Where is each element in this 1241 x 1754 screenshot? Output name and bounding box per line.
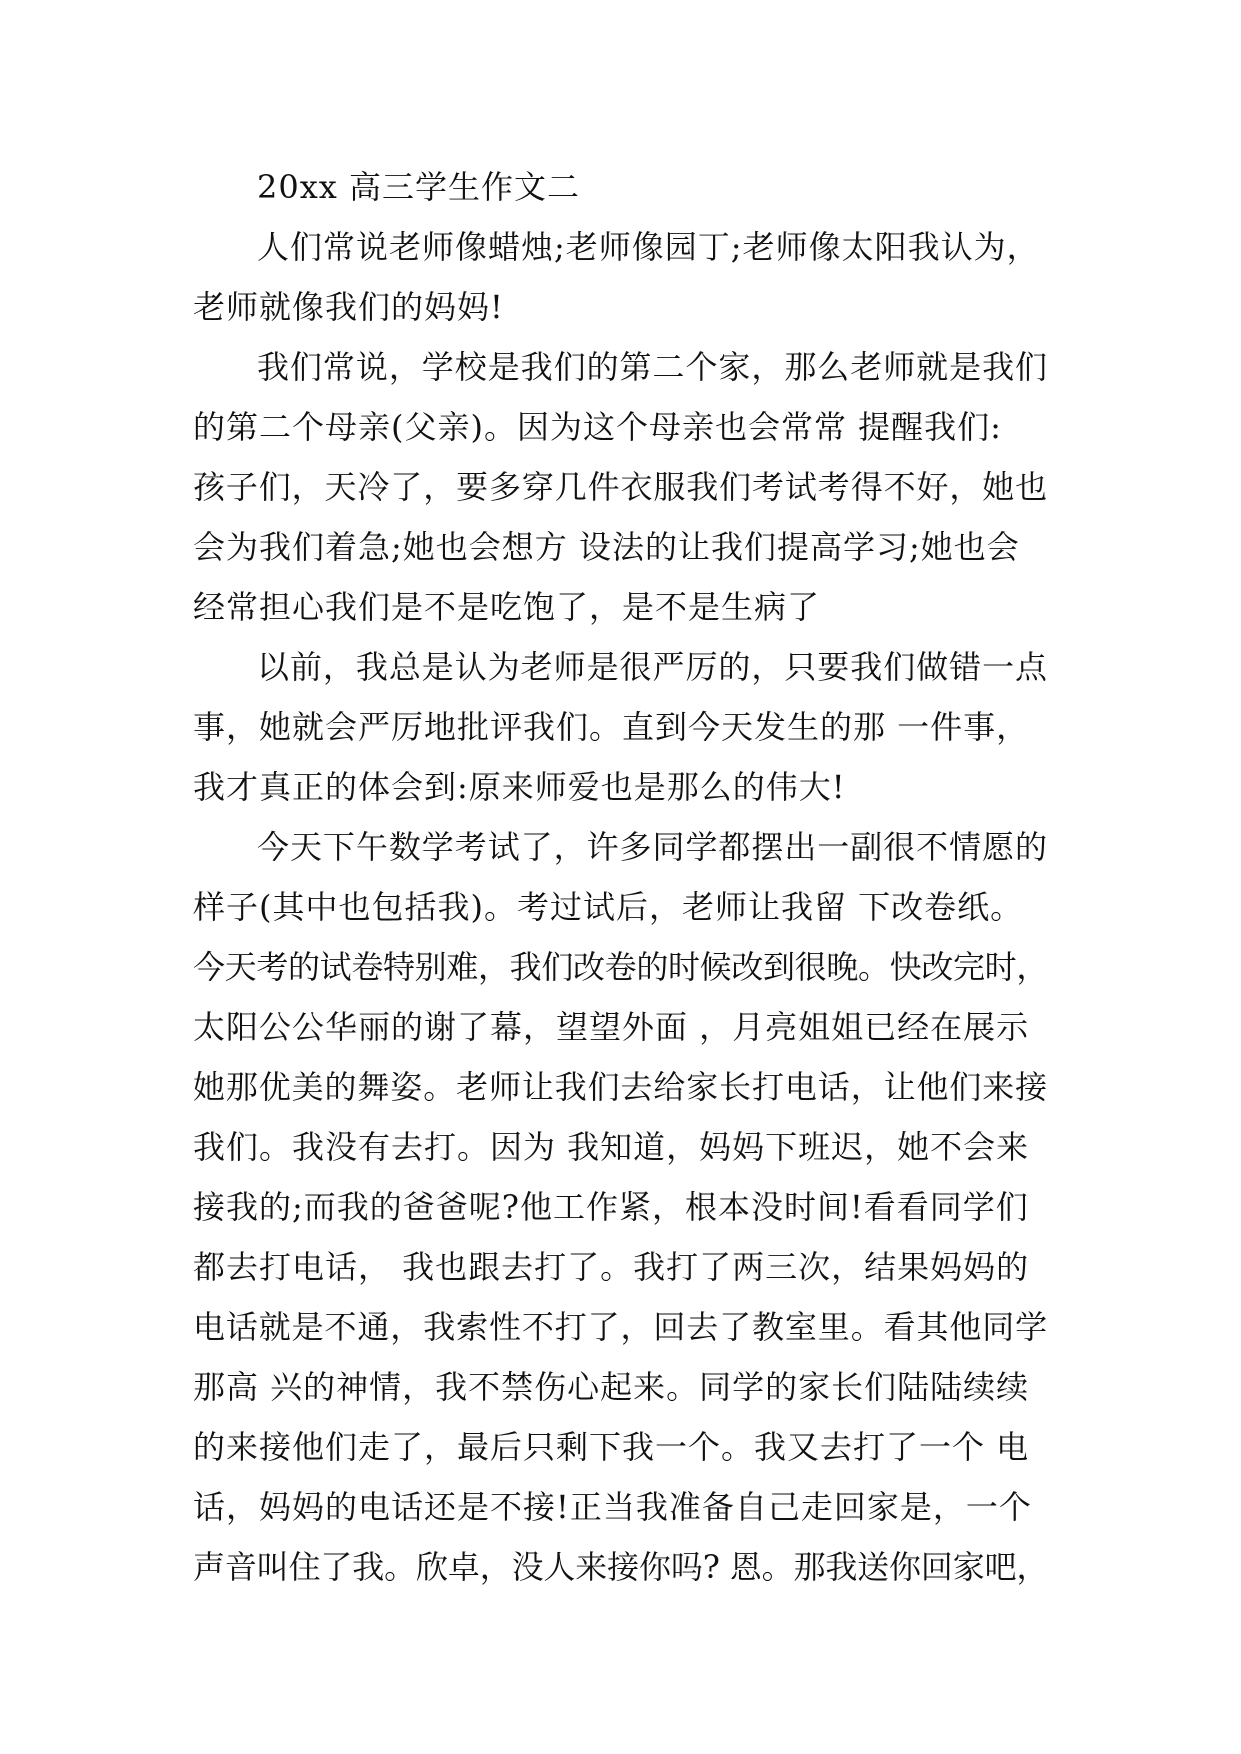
paragraph-line: 的来接他们走了，最后只剩下我一个。我又去打了一个 电: [193, 1428, 1030, 1466]
paragraph-line: 以前，我总是认为老师是很严厉的，只要我们做错一点: [257, 648, 1049, 686]
paragraph-line: 今天下午数学考试了，许多同学都摆出一副很不情愿的: [257, 828, 1049, 866]
paragraph-line: 我们常说，学校是我们的第二个家，那么老师就是我们: [257, 348, 1049, 386]
document-title: 20xx 高三学生作文二: [257, 168, 580, 206]
paragraph-line: 我们。我没有去打。因为 我知道，妈妈下班迟，她不会来: [193, 1128, 1030, 1166]
paragraph-line: 的第二个母亲(父亲)。因为这个母亲也会常常 提醒我们:: [193, 408, 1002, 446]
paragraph-line: 她那优美的舞姿。老师让我们去给家长打电话，让他们来接: [193, 1068, 1049, 1106]
paragraph-line: 声音叫住了我。欣卓，没人来接你吗? 恩。那我送你回家吧，: [193, 1548, 1049, 1586]
paragraph-line: 话，妈妈的电话还是不接!正当我准备自己走回家是，一个: [193, 1488, 1032, 1526]
paragraph-line: 经常担心我们是不是吃饱了，是不是生病了: [193, 588, 821, 626]
paragraph-line: 人们常说老师像蜡烛;老师像园丁;老师像太阳我认为，: [257, 228, 1040, 266]
paragraph-line: 电话就是不通，我索性不打了，回去了教室里。看其他同学: [193, 1308, 1049, 1346]
paragraph-line: 我才真正的体会到:原来师爱也是那么的伟大!: [193, 768, 846, 806]
paragraph-line: 孩子们，天冷了，要多穿几件衣服我们考试考得不好，她也: [193, 468, 1049, 506]
paragraph-line: 事，她就会严厉地批评我们。直到今天发生的那 一件事，: [193, 708, 1030, 746]
paragraph-line: 会为我们着急;她也会想方 设法的让我们提高学习;她也会: [193, 528, 1020, 566]
paragraph-line: 老师就像我们的妈妈!: [193, 288, 504, 326]
paragraph-line: 都去打电话， 我也跟去打了。我打了两三次，结果妈妈的: [193, 1248, 1030, 1286]
paragraph-line: 样子(其中也包括我)。考过试后，老师让我留 下改卷纸。: [193, 888, 1024, 926]
paragraph-line: 接我的;而我的爸爸呢?他工作紧，根本没时间!看看同学们: [193, 1188, 1029, 1226]
paragraph-line: 那高 兴的神情，我不禁伤心起来。同学的家长们陆陆续续: [193, 1368, 1030, 1406]
paragraph-line: 今天考的试卷特别难，我们改卷的时候改到很晚。快改完时，: [193, 948, 1049, 986]
paragraph-line: 太阳公公华丽的谢了幕，望望外面 ，月亮姐姐已经在展示: [193, 1008, 1030, 1046]
